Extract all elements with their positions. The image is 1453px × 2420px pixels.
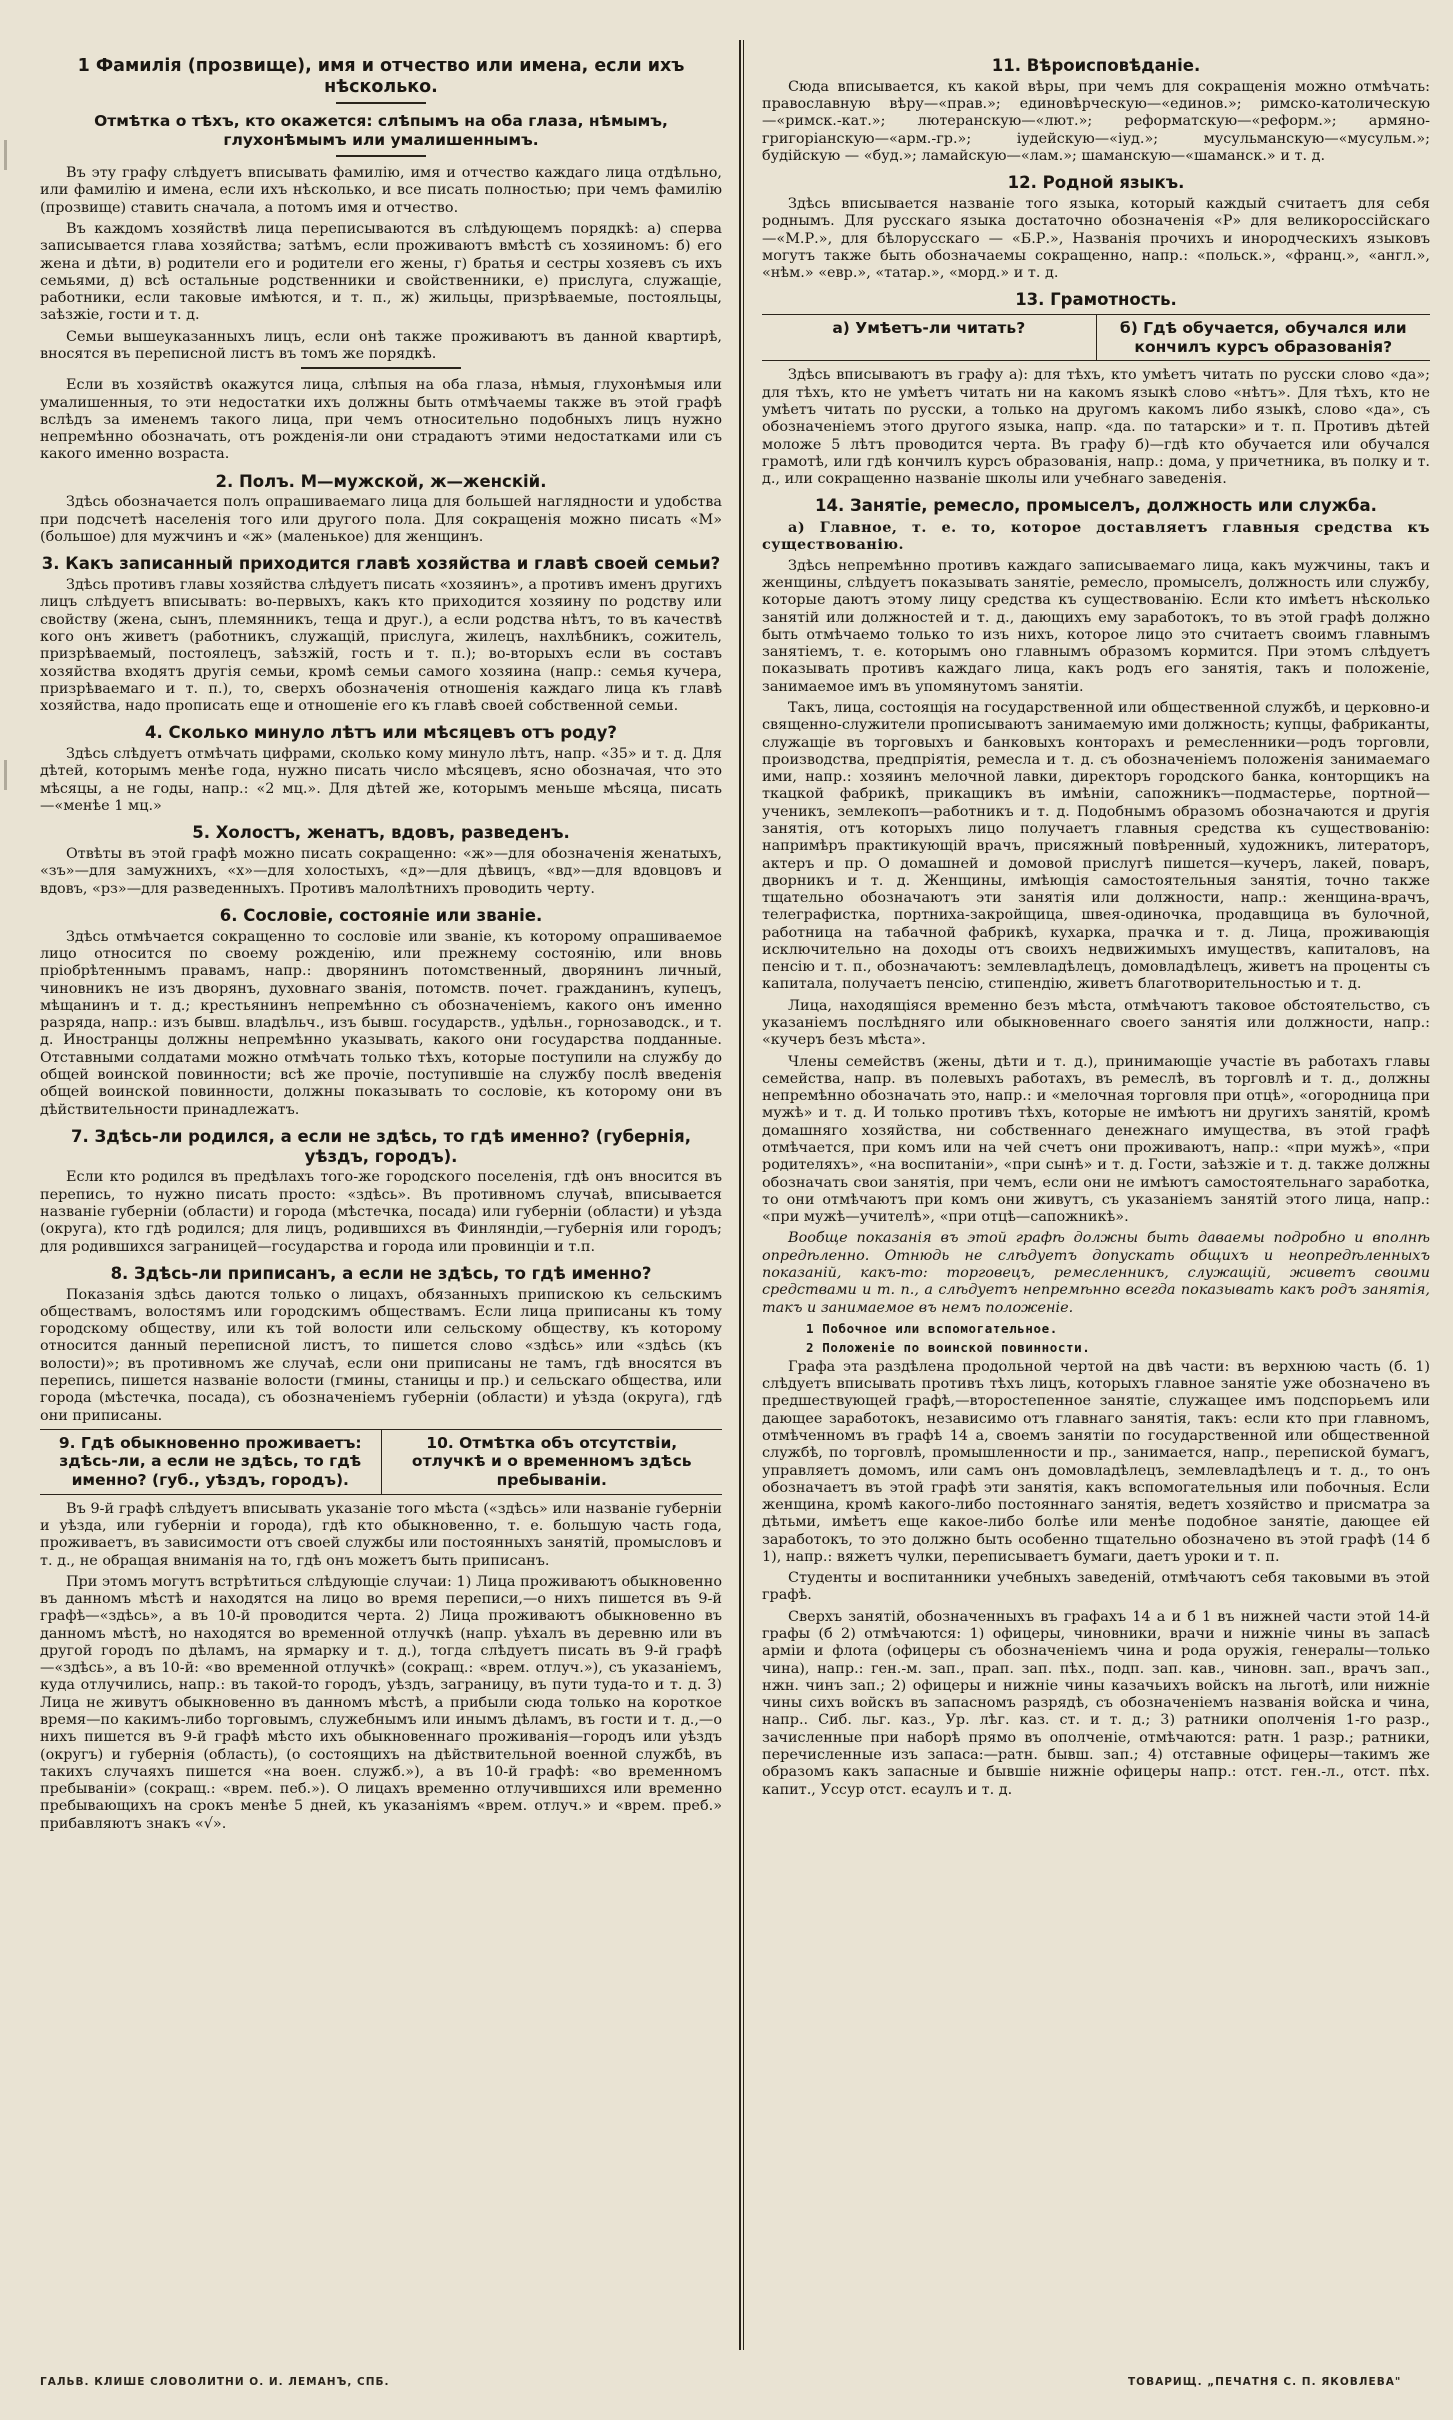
paragraph: Если въ хозяйствѣ окажутся лица, слѣпыя на оба глаза, нѣмыя, глухонѣмыя или умалишенныя, то эти недостатки ихъ должны быть отмѣчаемы также въ этой графѣ вслѣдъ за именемъ такого лица, при чемъ относительно подобныхъ лицъ нужно непремѣнно обозначать, отъ рожденія-ли они страдаютъ этими недостатками или съ какого именно возраста. (40, 377, 722, 463)
margin-mark (4, 140, 7, 170)
section-6-title: 6. Сословіе, состояніе или званіе. (219, 905, 543, 925)
section-13-header (762, 314, 1430, 361)
paragraph: Здѣсь обозначается полъ опрашиваемаго лица для большей наглядности и удобства при подсчетѣ населенія того или другого пола. Для сокращенія можно писать «М» (большое) для мужчинъ и «ж» (маленькое) для женщинъ. (40, 494, 722, 546)
section-3-title: 3. Какъ записанный приходится главѣ хозяйства и главѣ своей семьи? (41, 554, 721, 574)
section-1-title: 1 Фамилія (прозвище), имя и отчество или имена, если ихъ нѣсколько. (77, 56, 685, 97)
section-9-title: 9. Гдѣ обыкновенно проживаетъ: здѣсь-ли, а если не здѣсь, то гдѣ именно? (губ., уѣздъ, городъ). (58, 1433, 362, 1490)
paragraph: Семьи вышеуказанныхъ лицъ, если онѣ также проживаютъ въ данной квартирѣ, вносятся въ переписной листъ въ томъ же порядкѣ. (40, 328, 722, 362)
right-column (762, 48, 1430, 2346)
section-12-title: 12. Родной языкъ. (1007, 173, 1185, 193)
section-14b1-title: 1 Побочное или вспомогательное. (806, 1320, 1058, 1336)
paragraph: Отвѣты въ этой графѣ можно писать сокращенно: «ж»—для обозначенія женатыхъ, «зъ»—для замужнихъ, «х»—для холостыхъ, «д»—для дѣвицъ, «вд»—для вдовцовъ и вдовъ, «рз»—для разведенныхъ. Противъ малолѣтнихъ проводить черту. (40, 846, 722, 897)
paragraph: Здѣсь вписывается названіе того языка, который каждый считаетъ для себя роднымъ. Для русскаго языка достаточно обозначенія «Р» для великороссійскаго—«М.Р.», для бѣлорусскаго — «Б.Р.», Названія прочихъ и инородческихъ языковъ могутъ также быть обозначаемы сокращенно, напр.: «польск.», «франц.», «англ.», «нѣм.» «евр.», «татар.», «морд.» и т. д. (762, 196, 1430, 282)
section-1-subtitle: Отмѣтка о тѣхъ, кто окажется: слѣпымъ на оба глаза, нѣмымъ, глухонѣмымъ или умалишеннымъ. (94, 112, 668, 149)
paragraph: Сверхъ занятій, обозначенныхъ въ графахъ 14 а и б 1 въ нижней части этой 14-й графы (б 2) отмѣчаются: 1) офицеры, чиновники, врачи и нижніе чины въ запасѣ арміи и флота (офицеры съ обозначеніемъ чина и рода оружія, генералы—только чина), напр.: ген.-м. зап., прап. зап. пѣх., подп. зап. кав., чиновн. зап., врачъ зап., нжн. чинъ зап.; 2) офицеры и нижніе чины казачьихъ войскъ на льготѣ, или нижніе чины сихъ войскъ въ запасномъ разрядѣ, съ обозначеніемъ названія войска и чина, напр.. Сиб. льг. каз., Ур. лѣг. каз. ст. и т. д.; 3) ратники ополченія 1-го разр., зачисленные при наборѣ прямо въ ополченіе, отмѣчаются: ратн. 1 разр.; ратники, перечисленные изъ запаса:—ратн. бывш. зап.; 4) отставные офицеры—такимъ же образомъ какъ запасные и бывшіе нижніе офицеры напр.: отст. ген.-л., отст. пѣх. капит., Уссур отст. есаулъ и т. д. (762, 1608, 1430, 1798)
paragraph: Въ эту графу слѣдуетъ вписывать фамилію, имя и отчество каждаго лица отдѣльно, или фамилію и имена, если ихъ нѣсколько, и все писать полностью; при чемъ фамилію (прозвище) ставить сначала, а потомъ имя и отчество. (40, 165, 722, 216)
section-4-title: 4. Сколько минуло лѣтъ или мѣсяцевъ отъ роду? (144, 723, 618, 743)
section-14b2-title: 2 Положеніе по воинской повинности. (806, 1339, 1091, 1355)
column-divider (739, 40, 741, 2350)
printer-credit-right: ТОВАРИЩ. „ПЕЧАТНЯ С. П. ЯКОВЛЕВА" (1128, 2376, 1402, 2388)
section-13-title: 13. Грамотность. (1015, 290, 1177, 310)
paragraph: Если кто родился въ предѣлахъ того-же городского поселенія, гдѣ онъ вносится въ перепись, то нужно писать просто: «здѣсь». Въ противномъ случаѣ, вписывается названіе губерніи (области) и города (мѣстечка, посада) или губерніи (области) и уѣзда (округа), кто гдѣ родился; для лицъ, родившихся въ Финляндіи,—губернія или городъ; для родившихся заграницей—государства и города или провинціи и т.п. (40, 1169, 722, 1255)
divider (336, 102, 426, 104)
paragraph: Здѣсь непремѣнно противъ каждаго записываемаго лица, какъ мужчины, такъ и женщины, слѣдуетъ показывать занятіе, ремесло, промыселъ, должность или службу, которые даютъ этому лицу средства къ существованію. Если кто имѣетъ нѣсколько занятій или должностей и т. д., дающихъ ему заработокъ, то въ этой графѣ должно быть отмѣчаемо только то изъ нихъ, которое лицо это считаетъ своимъ главнымъ занятіемъ, т. е. которымъ оно главнымъ образомъ кормится. При этомъ слѣдуетъ показывать противъ каждаго лица, какъ родъ его занятія, такъ и положеніе, занимаемое имъ въ упомянутомъ занятіи. (762, 557, 1430, 695)
section-13b-title: б) Гдѣ обучается, обучался или кончилъ курсъ образованія? (1096, 315, 1431, 360)
margin-mark (4, 760, 7, 790)
divider (301, 367, 461, 369)
left-column (40, 48, 722, 2346)
section-10-title: 10. Отмѣтка объ отсутствіи, отлучкѣ и о временномъ здѣсь пребываніи. (381, 1430, 723, 1494)
divider (336, 155, 426, 157)
section-14-subtitle: а) Главное, т. е. то, которое доставляетъ главныя средства къ существованію. (762, 519, 1430, 554)
section-2-title: 2. Полъ. М—мужской, ж—женскій. (215, 471, 547, 491)
section-7-title: 7. Здѣсь-ли родился, а если не здѣсь, то гдѣ именно? (губернія, уѣздъ, городъ). (70, 1126, 692, 1166)
section-14-title: 14. Занятіе, ремесло, промыселъ, должность или служба. (815, 496, 1377, 516)
printer-credit-left: ГАЛЬВ. КЛИШЕ СЛОВОЛИТНИ О. И. ЛЕМАНЪ, СПБ. (40, 2376, 390, 2388)
paragraph: Здѣсь вписываютъ въ графу а): для тѣхъ, кто умѣетъ читать по русски слово «да»; для тѣхъ, кто не умѣетъ читать ни на какомъ языкѣ слово «нѣтъ». Для тѣхъ, кто не умѣетъ читать по русски, а только на другомъ какомъ либо языкѣ, слово «да», съ обозначеніемъ этого другого языка, напр. «да. по татарски» и т. п. Противъ дѣтей моложе 5 лѣтъ проводится черта. Въ графу б)—гдѣ кто обучается или обучался грамотѣ, или гдѣ кончилъ курсъ образованія, напр.: дома, у причетника, въ полку и т. д., или сокращенно названіе школы или учебнаго заведенія. (762, 367, 1430, 488)
paragraph: Въ каждомъ хозяйствѣ лица переписываются въ слѣдующемъ порядкѣ: а) сперва записывается глава хозяйства; затѣмъ, если проживаютъ вмѣстѣ съ хозяиномъ: б) его жена и дѣти, в) родители его и родители его жены, г) братья и сестры хозяевъ съ ихъ семьями, д) всѣ остальные родственники и свойственники, е) прислуга, служащіе, работники, если таковые имѣются, и т. п., ж) жильцы, призрѣваемые, постояльцы, заѣзжіе, гости и т. д. (40, 221, 722, 324)
paragraph: Здѣсь отмѣчается сокращенно то сословіе или званіе, къ которому опрашиваемое лицо относится по своему рожденію, или прежнему состоянію, или вновь пріобрѣтеннымъ правамъ, напр.: дворянинъ потомственный, дворянинъ личный, чиновникъ не изъ дворянъ, духовнаго званія, потомств. почет. гражданинъ, купецъ, мѣщанинъ и т. д.; крестьянинъ непремѣнно съ обозначеніемъ, какого онъ именно разряда, напр.: изъ бывш. владѣльч., изъ бывш. государств., удѣльн., горнозаводск., и т. д. Иностранцы должны непремѣнно указывать, какого они государства подданные. Отставными солдатами можно отмѣчать только тѣхъ, которые поступили на службу до общей воинской повинности; всѣ же прочіе, поступившіе на службу послѣ введенія общей воинской повинности, должны показывать то сословіе, къ которому они въ дѣйствительности принадлежатъ. (40, 928, 722, 1118)
paragraph: Члены семействъ (жены, дѣти и т. д.), принимающіе участіе въ работахъ главы семейства, напр. въ полевыхъ работахъ, въ ремеслѣ, въ торговлѣ и т. д., должны непремѣнно обозначать это, напр.: и «мелочная торговля при отцѣ», «огородница при мужѣ» и т. д. И только противъ тѣхъ, которые не имѣютъ ни другихъ занятій, кромѣ домашняго хозяйства, ни собственнаго денежнаго имущества, въ этой графѣ отмѣчается, при комъ или на чей счетъ они проживаютъ, напр.: «при мужѣ», «при родителяхъ», «на воспитаніи», «при сынѣ» и т. д. Гости, заѣзжіе и т. д. также должны обозначать свои занятія, при чемъ, если они не имѣютъ самостоятельнаго заработка, то они отмѣчаютъ при комъ они живутъ, съ указаніемъ занятій этого лица, напр.: «при мужѣ—учителѣ», «при отцѣ—сапожникѣ». (762, 1053, 1430, 1226)
paragraph: Показанія здѣсь даются только о лицахъ, обязанныхъ припискою къ сельскимъ обществамъ, волостямъ или городскимъ обществамъ. Если лица приписаны къ тому городскому обществу, или къ той волости или сельскому обществу, къ которому относится данный переписной листъ, то пишется слово «здѣсь» или «здѣсь (къ волости)»; въ противномъ же случаѣ, если они приписаны не тамъ, гдѣ вносятся въ перепись, пишется названіе волости (гмины, станицы и пр.) и сельскаго общества, или города (мѣстечка, посада), съ обозначеніемъ губерніи (области) и уѣзда (округа), гдѣ они приписаны. (40, 1286, 722, 1424)
paragraph: Студенты и воспитанники учебныхъ заведеній, отмѣчаютъ себя таковыми въ этой графѣ. (762, 1570, 1430, 1604)
section-5-title: 5. Холостъ, женатъ, вдовъ, разведенъ. (192, 823, 570, 843)
section-8-title: 8. Здѣсь-ли приписанъ, а если не здѣсь, то гдѣ именно? (110, 1263, 652, 1283)
paragraph: Здѣсь слѣдуетъ отмѣчать цифрами, сколько кому минуло лѣтъ, напр. «35» и т. д. Для дѣтей, которымъ менѣе года, нужно писать число мѣсяцевъ, ясно обозначая, что это мѣсяцы, а не годы, напр.: «2 мц.». Для дѣтей же, которымъ меньше мѣсяца, писать—«менѣе 1 мц.» (40, 746, 722, 815)
paragraph: Такъ, лица, состоящія на государственной или общественной службѣ, и церковно-и священно-служители прописываютъ занимаемую ими должность; купцы, фабриканты, служащіе въ торговыхъ и банковыхъ конторахъ и ремесленники—родъ торговли, производства, предпріятія, ремесла и т. д. съ обозначеніемъ положенія занимаемаго ими, напр.: хозяинъ мелочной лавки, директоръ городского банка, конторщикъ на ткацкой фабрикѣ, прикащикъ въ имѣніи, сапожникъ—подмастерье, портной—ученикъ, землекопъ—работникъ и т. д. Подобнымъ образомъ обозначаются и другія занятія, отъ которыхъ лицо получаетъ главныя средства къ существованію: напримѣръ практикующій врачъ, присяжный повѣренный, художникъ, литераторъ, актеръ и пр. О домашней и домовой прислугѣ пишется—кучеръ, лакей, поваръ, дворникъ и т. д. Женщины, имѣющія самостоятельныя занятія, точно также тщательно обозначаютъ эти занятія или должности, напр.: женщина-врачъ, телеграфистка, портниха-закройщица, швея-одиночка, продавщица въ булочной, работница на табачной фабрикѣ, кухарка, прачка и т. д. Лица, проживающія исключительно на доходы отъ своихъ недвижимыхъ имуществъ, капиталовъ, на пенсію и т. п., обозначаютъ: землевладѣлецъ, домовладѣлецъ, живетъ на проценты съ капитала, получаетъ пенсію, стипендію, живетъ благотворительностью и т. д. (762, 699, 1430, 993)
section-11-title: 11. Вѣроисповѣданіе. (991, 56, 1201, 75)
paragraph: Лица, находящіяся временно безъ мѣста, отмѣчаютъ таковое обстоятельство, съ указаніемъ послѣдняго или обыкновеннаго своего занятія или должности, напр.: «кучеръ безъ мѣста». (762, 997, 1430, 1049)
section-9-10-header (40, 1429, 722, 1495)
paragraph: Вообще показанія въ этой графѣ должны быть даваемы подробно и вполнѣ опредѣленно. Отнюдь не слѣдуетъ допускать общихъ и неопредѣленныхъ показаній, какъ-то: торговецъ, ремесленникъ, служащій, живетъ своими средствами и т. п., а слѣдуетъ непремѣнно всегда показывать какъ родъ занятія, такъ и занимаемое въ немъ положеніе. (762, 1230, 1430, 1316)
paragraph: Сюда вписывается, къ какой вѣры, при чемъ для сокращенія можно отмѣчать: православную вѣру—«прав.»; единовѣрческую—«единов.»; римско-католическую—«римск.-кат.»; лютеранскую—«лют.»; реформатскую—«реформ.»; армяно-григоріанскую—«арм.-гр.»; іудейскую—«іуд.»; мусульманскую—«мусульм.»; будійскую — «буд.»; ламайскую—«лам.»; шаманскую—«шаманск.» и т. д. (762, 78, 1430, 164)
paragraph: Здѣсь противъ главы хозяйства слѣдуетъ писать «хозяинъ», а противъ именъ другихъ лицъ слѣдуетъ вписывать: во-первыхъ, какъ кто приходится хозяину по родству или свойству (жена, сынъ, племянникъ, теща и друг.), а если родства нѣтъ, то въ качествѣ кого онъ живетъ (работникъ, служащій, прислуга, жилецъ, нахлѣбникъ, сожитель, призрѣваемый, постоялецъ, заѣзжій, гость и т. п.); во-вторыхъ если въ составъ хозяйства входятъ другія семьи, кромѣ семьи самого хозяина (напр.: семья кучера, призрѣваемаго и т. п.), то, сверхъ обозначенія отношенія каждаго лица къ главѣ хозяйства, надо прописать еще и отношеніе его къ главѣ своей собственной семьи. (40, 577, 722, 715)
paragraph: Въ 9-й графѣ слѣдуетъ вписывать указаніе того мѣста («здѣсь» или названіе губерніи и уѣзда, или губерніи и города), гдѣ кто обыкновенно, т. е. большую часть года, проживаетъ, въ зависимости отъ своей службы или постоянныхъ занятій, промысловъ и т. д., не обращая вниманія на то, гдѣ онъ можетъ быть приписанъ. (40, 1500, 722, 1569)
paragraph: При этомъ могутъ встрѣтиться слѣдующіе случаи: 1) Лица проживаютъ обыкновенно въ данномъ мѣстѣ и находятся на лицо во время переписи,—о нихъ пишется въ 9-й графѣ—«здѣсь», а въ 10-й проводится черта. 2) Лица проживаютъ обыкновенно въ данномъ мѣстѣ, но находятся во временной отлучкѣ (напр. уѣхалъ въ деревню или въ другой городъ по дѣламъ, на ярмарку и т. д.), тогда слѣдуетъ писать въ 9-й графѣ—«здѣсь», а въ 10-й: «во временной отлучкѣ» (сокращ.: «врем. отлуч.»), съ указаніемъ, куда отлучились, напр.: въ такой-то городъ, уѣздъ, заграницу, въ пути туда-то и т. д. 3) Лица не живутъ обыкновенно въ данномъ мѣстѣ, а прибыли сюда только на короткое время—по какимъ-либо торговымъ, служебнымъ или инымъ дѣламъ, въ гости и т. д.,—о нихъ пишется въ 9-й графѣ мѣсто ихъ обыкновеннаго проживанія—городъ или уѣздъ (округъ) и губернія (область), (о состоящихъ на дѣйствительной военной службѣ, въ такихъ случаяхъ пишется «на воен. служб.»), а въ 10-й графѣ: «во временномъ пребываніи» (сокращ.: «врем. пеб.»). О лицахъ временно отлучившихся или временно пребывающихъ на срокъ менѣе 5 дней, къ указаніямъ «врем. отлуч.» и «врем. преб.» прибавляютъ знакъ «√». (40, 1573, 722, 1832)
section-13a-title: а) Умѣетъ-ли читать? (832, 319, 1026, 338)
column-divider-thin (743, 40, 744, 2350)
paragraph: Графа эта раздѣлена продольной чертой на двѣ части: въ верхнюю часть (б. 1) слѣдуетъ вписывать противъ тѣхъ лицъ, которыхъ главное занятіе уже обозначено въ предшествующей графѣ,—второстепенное занятіе, служащее имъ подспорьемъ или дающее заработокъ, независимо отъ главнаго занятія, такъ: если кто при главномъ, отмѣченномъ въ графѣ 14 а, своемъ занятіи по государственной или общественной службѣ, по торговлѣ, промышленности и пр., занимается, напр., перепиской бумагъ, управляетъ домомъ, или самъ онъ домовладѣлецъ, землевладѣлецъ и т. д., то онъ обозначаетъ въ этой графѣ эти занятія, какъ вспомогательныя или побочныя. Если женщина, кромѣ какого-либо постояннаго занятія, ведетъ хозяйство и присматра за дѣтьми, имѣетъ еще какое-либо болѣе или менѣе подобное занятіе, дающее ей заработокъ, то это должно быть особенно тщательно обозначено въ этой графѣ (14 б 1), напр.: вяжетъ чулки, переписываетъ бумаги, даетъ уроки и т. п. (762, 1358, 1430, 1565)
